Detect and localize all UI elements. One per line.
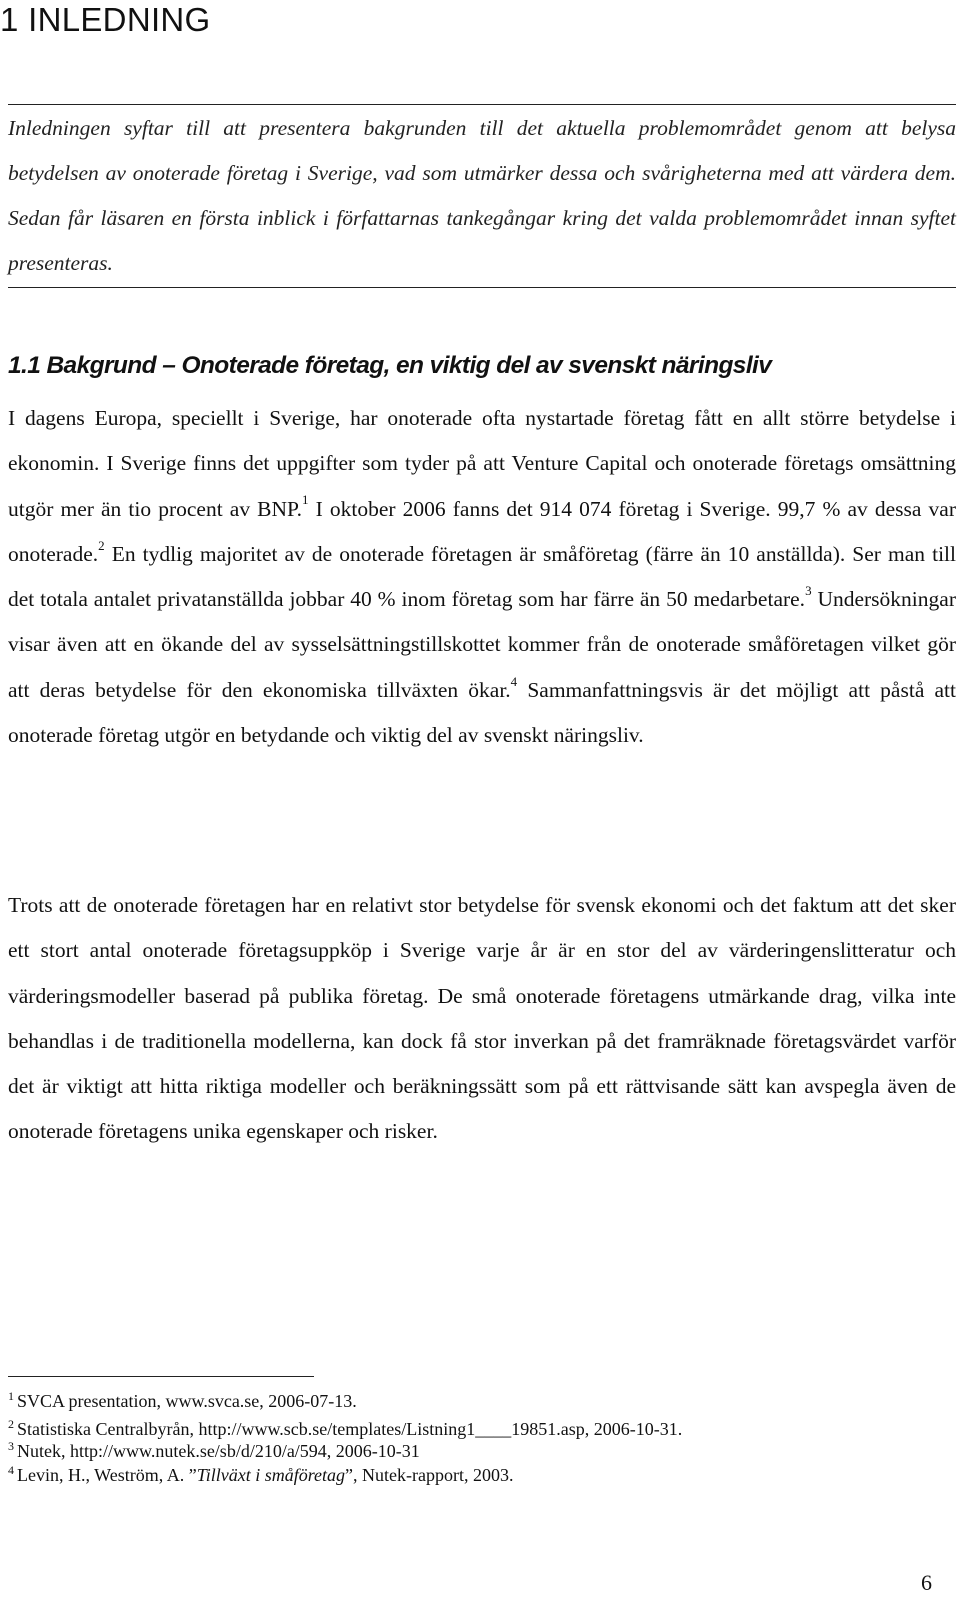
footnote-text[interactable]: Statistiska Centralbyrån, http://www.scb.se/templates/Listning1____19851.asp, 2006-10-31.	[17, 1419, 683, 1439]
footnote-reference-2[interactable]: 2	[98, 537, 105, 553]
paragraph-text: En tydlig majoritet av de onoterade företagen är småföretag (färre än 10 anställda). Ser man till det totala antalet privatanställda jobbar 40 % inom företag som har färre än 50 medarbetare.	[8, 541, 956, 612]
footnote-separator	[8, 1376, 314, 1377]
footnote-number: 2	[8, 1417, 14, 1431]
chapter-title: 1 INLEDNING	[0, 1, 211, 38]
paragraph-text: Undersökningar visar även att en ökande del av sysselsättningstillskottet kommer från de onoterade småföretagen vilket gör att deras betydelse för den ekonomiska tillväxten ökar.	[8, 587, 956, 702]
footnote-3	[8, 1438, 948, 1464]
footnote-4	[8, 1462, 948, 1488]
footnote-italic-title: Tillväxt i småföretag	[196, 1465, 346, 1485]
footnote-text: ”, Nutek-rapport, 2003.	[345, 1465, 514, 1485]
footnote-text[interactable]: Nutek, http://www.nutek.se/sb/d/210/a/594, 2006-10-31	[17, 1441, 420, 1461]
footnote-reference-3[interactable]: 3	[805, 583, 812, 599]
footnotes	[8, 1388, 948, 1492]
footnote-number: 3	[8, 1439, 14, 1453]
paragraph-text: I dagens Europa, speciellt i Sverige, har onoterade ofta nystartade företag fått en allt större betydelse i ekonomin. I Sverige finns det uppgifter som tyder på att Venture Capital och onoterade företags omsättning utgör mer än tio procent av BNP.	[8, 406, 956, 521]
page-number: 6	[921, 1570, 932, 1595]
body-paragraph-2: Trots att de onoterade företagen har en relativt stor betydelse för svensk ekonomi och det faktum att det sker ett stort antal onoterade företagsuppköp i Sverige varje år är en stor del av värderingenslitteratur och värderingsmodeller baserad på publika företag. De små onoterade företagens utmärkande drag, vilka inte behandlas i de traditionella modellerna, kan dock få stor inverkan på det framräknade företagsvärdet varför det är viktigt att hitta riktiga modeller och beräkningssätt som på ett rättvisande sätt kan avspegla även de onoterade företagens unika egenskaper och risker.	[8, 893, 956, 1144]
intro-paragraph: Inledningen syftar till att presentera bakgrunden till det aktuella problemområdet genom att belysa betydelsen av onoterade företag i Sverige, vad som utmärker dessa och svårigheterna med att värdera dem. Sedan får läsaren en första inblick i författarnas tankegångar kring det valda problemområdet innan syftet presenteras.	[8, 116, 956, 275]
paragraph-text: Sammanfattningsvis är det möjligt att påstå att onoterade företag utgör en betydande och viktig del av svenskt näringsliv.	[8, 677, 956, 748]
footnote-reference-1[interactable]: 1	[302, 492, 309, 508]
intro-bottom-rule	[8, 287, 956, 288]
footnote-1	[8, 1388, 948, 1414]
body-paragraph-1	[8, 396, 956, 758]
footnote-number: 4	[8, 1463, 14, 1477]
footnote-reference-4[interactable]: 4	[510, 673, 518, 689]
footnote-number: 1	[8, 1389, 14, 1403]
section-heading: 1.1 Bakgrund – Onoterade företag, en viktig del av svenskt näringsliv	[8, 352, 772, 379]
footnote-text: Levin, H., Weström, A. ”	[17, 1465, 197, 1485]
footnote-text: SVCA presentation, www.svca.se, 2006-07-13.	[17, 1391, 357, 1411]
intro-top-rule	[8, 104, 956, 105]
paragraph-text: I oktober 2006 fanns det 914 074 företag i Sverige. 99,7 % av dessa var onoterade.	[8, 496, 956, 566]
